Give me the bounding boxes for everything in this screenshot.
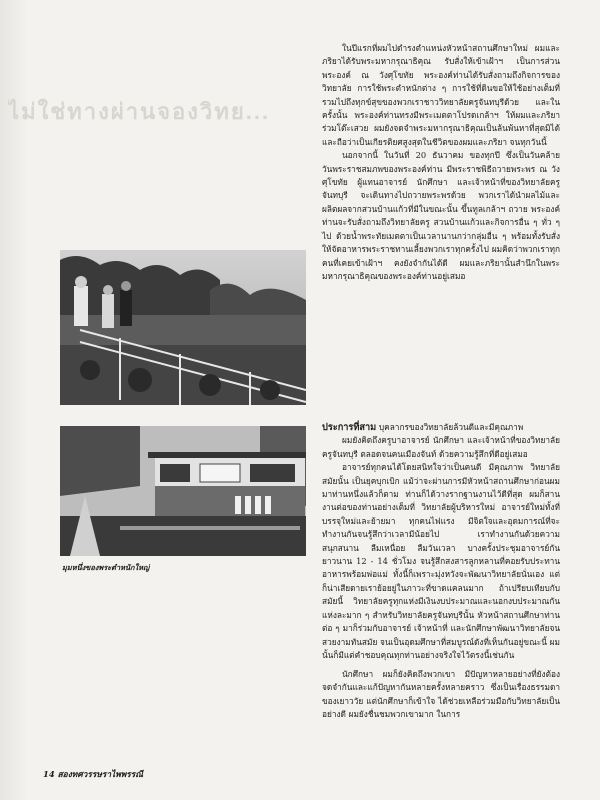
photo-garden-visit <box>60 250 306 405</box>
paragraph-1: ในปีแรกที่ผมไปดำรงตำแหน่งหัวหน้าสถานศึกษาใหม่ ผมและภริยาได้รับพระมหากรุณาธิคุณ รับสั่งให้เข้าเฝ้าฯ เป็นการส่วนพระองค์ ณ วังศุโขทัย พระองค์ท่านได้รับสั่งถามถึงกิจการของวิทยาลัย การใช้พระตำหนักต่าง ๆ การใช้ที่ดินขอให้ใช้อย่างเต็มที่ รวมไปถึงทุกข์สุขของพวกเราชาววิทยาลัยครูจันทบุรีด้วย และในครั้งนั้น พระองค์ท่านทรงมีพระเมตตาโปรดเกล้าฯ ให้ผมและภริยาร่วมโต๊ะเสวย ผมยังจดจำพระมหากรุณาธิคุณเป็นล้นพ้นหาที่สุดมิได้ และถือว่าเป็นเกียรติยศสูงสุดในชีวิตของผมและภริยา จนทุกวันนี้ <box>322 43 560 147</box>
text-column-top <box>322 42 560 283</box>
photo-garden-image <box>60 250 306 405</box>
page-footer: 14 สองทศวรรษราไพพรรณี <box>43 769 144 779</box>
section-heading: ประการที่สาม <box>322 422 377 433</box>
paragraph-2: นอกจากนี้ ในวันที่ 20 ธันวาคม ของทุกปี ซึ่งเป็นวันคล้ายวันพระราชสมภพของพระองค์ท่าน มีพระราชพิธีถวายพระพร ณ วังศุโขทัย ผู้แทนอาจารย์ นักศึกษา และเจ้าหน้าที่ของวิทยาลัยครูจันทบุรี จะเดินทางไปถวายพระพรด้วย พวกเราได้นำผลไม้และผลิตผลจากสวนบ้านแก้วที่มีในขณะนั้น ขึ้นทูลเกล้าฯ ถวาย พระองค์ท่านจะรับสั่งถามถึงวิทยาลัยครู สวนบ้านแก้วและกิจการอื่น ๆ ทั่ว ๆ ไป ด้วยน้ำพระทัยเมตตาเป็นเวลานานกว่ากลุ่มอื่น ๆ พร้อมทั้งรับสั่งให้จัดอาหารพระราชทานเลี้ยงพวกเราทุกครั้งไป ผมคิดว่าพวกเราทุกคนที่เคยเข้าเฝ้าฯ คงยังจำกันได้ดี ผมและภริยานั้นสำนึกในพระมหากรุณาธิคุณของพระองค์ท่านอยู่เสมอ <box>322 150 560 281</box>
paragraph-3: ผมยังคิดถึงครูบาอาจารย์ นักศึกษา และเจ้าหน้าที่ของวิทยาลัยครูจันทบุรี ตลอดจนคนเมืองจันท์ ด้วยความรู้สึกที่ดีอยู่เสมอ <box>322 435 560 459</box>
photo-caption: มุมหนึ่งของพระตำหนักใหญ่ <box>62 563 150 572</box>
text-column-bottom <box>322 668 560 722</box>
photo-residence <box>60 426 306 556</box>
show-through-heading: ไม่ใช่ทางผ่านจองวิทย... <box>8 99 271 120</box>
text-column-middle <box>322 421 560 662</box>
photo-residence-image <box>60 426 306 556</box>
section-heading-rest: บุคลากรของวิทยาลัยล้วนดีและมีคุณภาพ <box>378 422 524 432</box>
paragraph-5: นักศึกษา ผมก็ยังคิดถึงพวกเขา มีปัญหาหลายอย่างที่ยังต้องจดจำกันและแก้ปัญหากันหลายครั้งหลายคราว ซึ่งเป็นเรื่องธรรมดาของเยาววัย แต่นักศึกษาก็เข้าใจ ได้ช่วยเหลือร่วมมือกับวิทยาลัยเป็นอย่างดี ผมยังชื่นชมพวกเขามาก ในการ <box>322 669 560 720</box>
paragraph-4: อาจารย์ทุกคนได้โดยสนิทใจว่าเป็นคนดี มีคุณภาพ วิทยาลัยสมัยนั้น เป็นยุคบุกเบิก แม้ว่าจะผ่านการมีหัวหน้าสถานศึกษาก่อนผมมาท่านหนึ่งแล้วก็ตาม ท่านก็ได้วางรากฐานงานไว้ดีที่สุด ผมก็สานงานต่อของท่านอย่างเต็มที่ วิทยาลัยผู้บริหารใหม่ อาจารย์ใหม่ทั้งที่บรรจุใหม่และย้ายมา ทุกคนไฟแรง มีจิตใจและอุดมการณ์ที่จะทำงานกันจนรู้สึกว่าเวลามีน้อยไป เราทำงานกันด้วยความสนุกสนาน ลืมเหนื่อย ลืมวันเวลา บางครั้งประชุมอาจารย์กันยาวนาน 12 - 14 ชั่วโมง จนรู้สึกสงสารลูกหลานที่คอยรับประทานอาหารพร้อมพ่อแม่ ทั้งนี้ก็เพราะมุ่งหวังจะพัฒนาวิทยาลัยนั่นเอง แต่ก็น่าเสียดายเราย้อยยู่ในภาวะที่ขาดแคลนมาก ถ้าเปรียบเทียบกับสมัยนี้ วิทยาลัยครูทุกแห่งมีเงินงบประมาณและนอกงบประมาณกันแห่งละมาก ๆ สำหรับวิทยาลัยครูจันทบุรีนั้น หัวหน้าสถานศึกษาท่านต่อ ๆ มาก็ร่วมกับอาจารย์ เจ้าหน้าที่ และนักศึกษาพัฒนาวิทยาลัยจนสวยงามทันสมัย จนเป็นอุดมศึกษาที่สมบูรณ์ดังที่เห็นกันอยู่ขณะนี้ ผมนั้นก็มีแต่คำชอบคุณทุกท่านอย่างจริงใจไว้ตรงนี้เช่นกัน <box>322 462 560 660</box>
section-heading-line <box>322 421 560 434</box>
